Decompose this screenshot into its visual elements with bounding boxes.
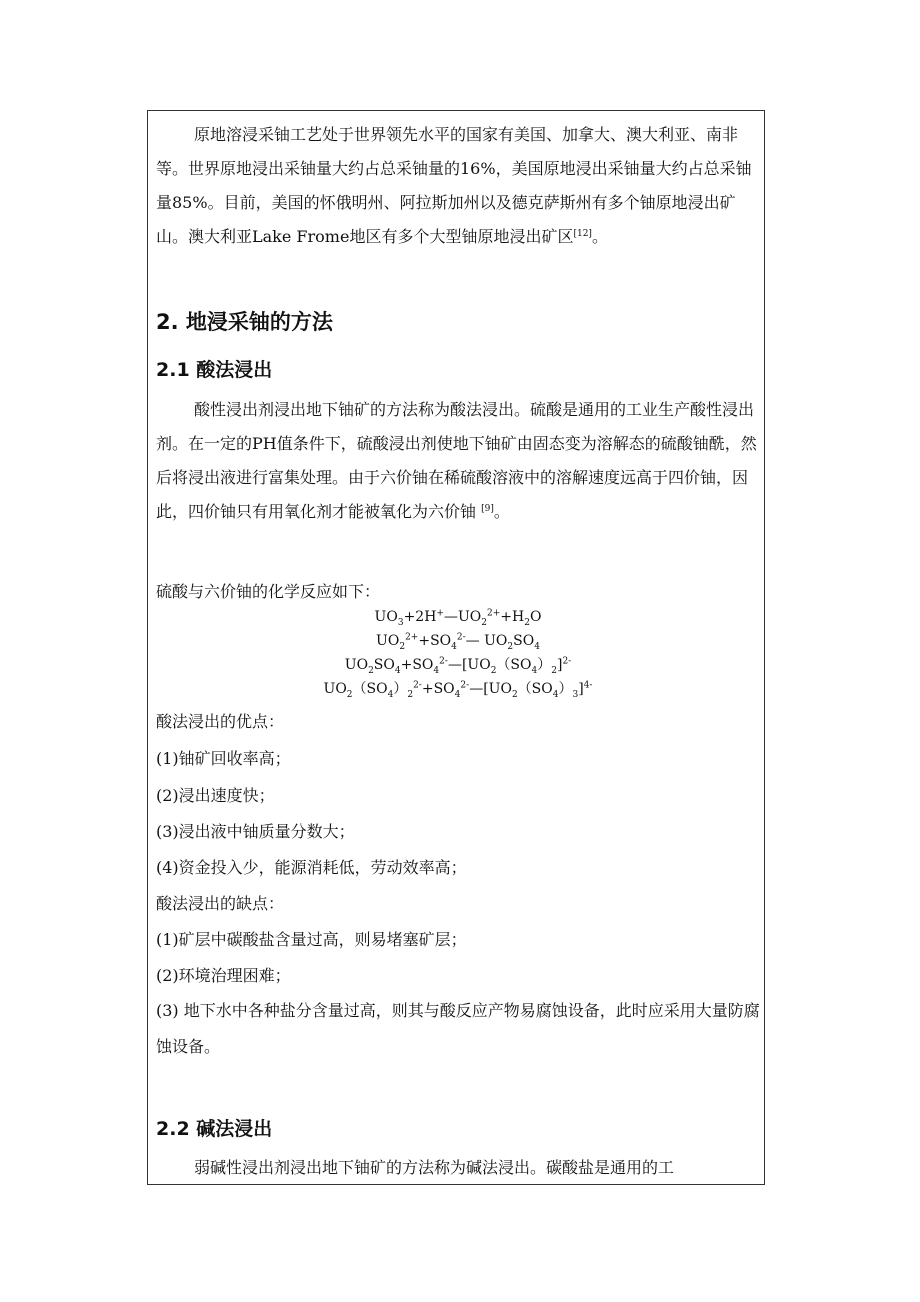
intro-paragraph: 原地溶浸采铀工艺处于世界领先水平的国家有美国、加拿大、澳大利亚、南非等。世界原地浸出采铀量大约占总采铀量的16%，美国原地浸出采铀量大约占总采铀量85%。目前，美国的怀俄明州、阿拉斯加州以及德克萨斯州有多个铀原地浸出矿山。澳大利亚Lake Frome地区有多个大型铀原地浸出矿区[12]。 [156, 125, 752, 246]
equation-3: $UO_2SO_4+SO_4^{2-}—[UO_2(SO_4)_2]^{2-}$ [344, 656, 572, 676]
advantages-title: 酸法浸出的优点： [156, 712, 285, 731]
alkali-leaching-paragraph: 弱碱性浸出剂浸出地下铀矿的方法称为碱法浸出。碳酸盐是通用的工 [194, 1158, 675, 1177]
advantage-item: (2)浸出速度快； [156, 786, 275, 805]
disadvantage-item: (2)环境治理困难； [156, 966, 291, 985]
disadvantage-item-3: (3) 地下水中各种盐分含量过高，则其与酸反应产物易腐蚀设备，此时应采用大量防腐蚀设备。 [156, 1001, 760, 1056]
advantage-item: (4)资金投入少，能源消耗低，劳动效率高； [156, 858, 467, 877]
advantage-item: (1)铀矿回收率高； [156, 749, 291, 768]
section-2-2-heading: 2.2 碱法浸出 [156, 1118, 273, 1140]
reaction-intro: 硫酸与六价铀的化学反应如下： [156, 582, 381, 601]
equation-2: $UO_2^{2+}+SO_4^{2-}—$ $UO_2SO_4$ [376, 632, 540, 652]
disadvantage-item: (1)矿层中碳酸盐含量过高，则易堵塞矿层； [156, 930, 467, 949]
advantage-item: (3)浸出液中铀质量分数大； [156, 822, 355, 841]
citation-ref: [12] [573, 229, 592, 239]
acid-leaching-paragraph: 酸性浸出剂浸出地下铀矿的方法称为酸法浸出。硫酸是通用的工业生产酸性浸出剂。在一定的PH值条件下，硫酸浸出剂使地下铀矿由固态变为溶解态的硫酸铀酰，然后将浸出液进行富集处理。由于六价铀在稀硫酸溶液中的溶解速度远高于四价铀，因此，四价铀只有用氧化剂才能被氧化为六价铀 [9]。 [156, 400, 757, 521]
equation-4: $UO_2(SO_4)_2^{2-}+SO_4^{2-}—[UO_2(SO_4)_3]^{4-}$ [323, 680, 593, 700]
section-2-1-heading: 2.1 酸法浸出 [156, 359, 273, 381]
disadvantages-title: 酸法浸出的缺点： [156, 894, 285, 913]
equation-1: $UO_3+2H^+—UO_2^{2+}+H_2O$ [374, 608, 542, 628]
citation-ref: [9] [481, 504, 494, 514]
section-2-heading: 2. 地浸采铀的方法 [156, 310, 333, 334]
